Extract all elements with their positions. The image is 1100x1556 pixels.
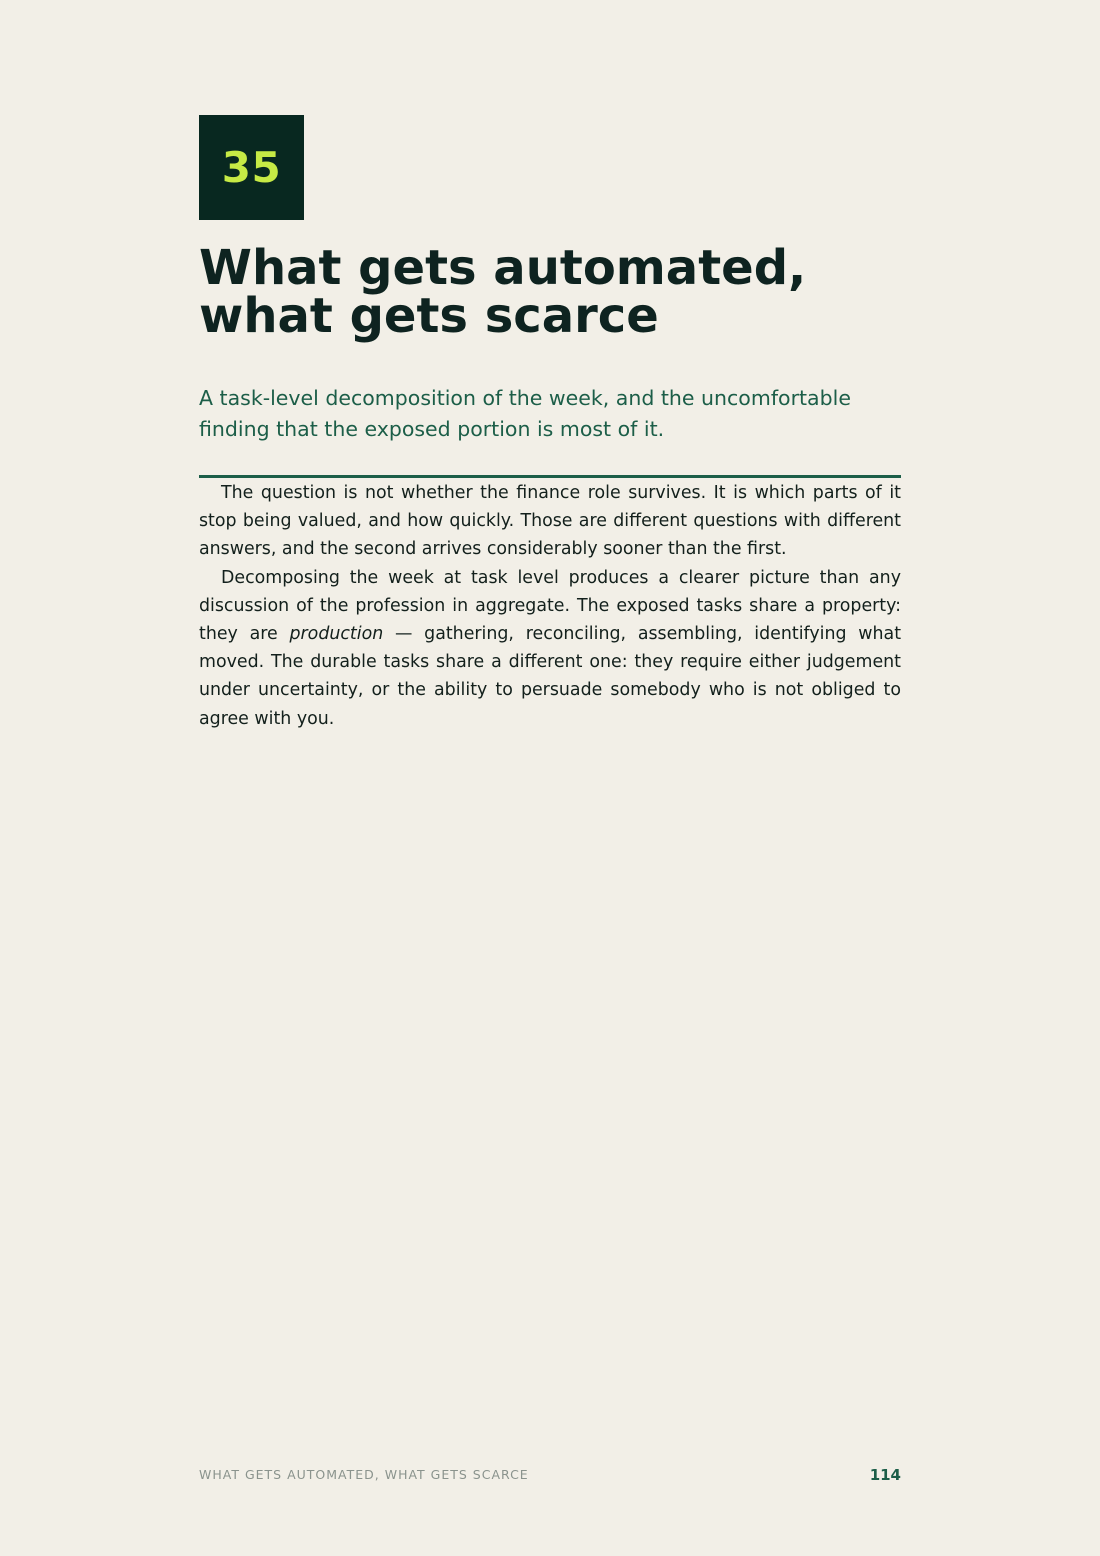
running-footer-title: WHAT GETS AUTOMATED, WHAT GETS SCARCE (199, 1467, 529, 1482)
body-paragraph-2-end: — gathering, reconciling, assembling, identifying what moved. The durable tasks share a different one: they require either judgement under uncertainty, or the ability to persuade somebody who is not obliged to agree with you. (199, 624, 902, 729)
body-paragraph-2-emphasis: production (289, 624, 384, 645)
page-number: 114 (869, 1466, 901, 1484)
chapter-number: 35 (221, 143, 282, 192)
body-paragraph-1: The question is not whether the finance role survives. It is which parts of it stop being valued, and how quickly. Those are different questions with different answers, and the second arrives considerably sooner than the first. (199, 483, 901, 560)
chapter-title (199, 240, 919, 344)
body-paragraph-2 (199, 564, 901, 733)
section-divider (199, 475, 901, 478)
chapter-subtitle: A task-level decomposition of the week, and the uncomfortable finding that the exposed portion is most of it. (199, 386, 851, 441)
chapter-title-line-2: what gets scarce (199, 288, 659, 344)
chapter-title-line-1: What gets automated, (199, 240, 807, 296)
body-paragraph-2-start: Decomposing the week at task level produces a clearer picture than any discussion of the profession in aggregate. The exposed tasks share a property: they are (199, 567, 901, 645)
chapter-number-badge (199, 115, 304, 220)
body-text (199, 479, 901, 733)
